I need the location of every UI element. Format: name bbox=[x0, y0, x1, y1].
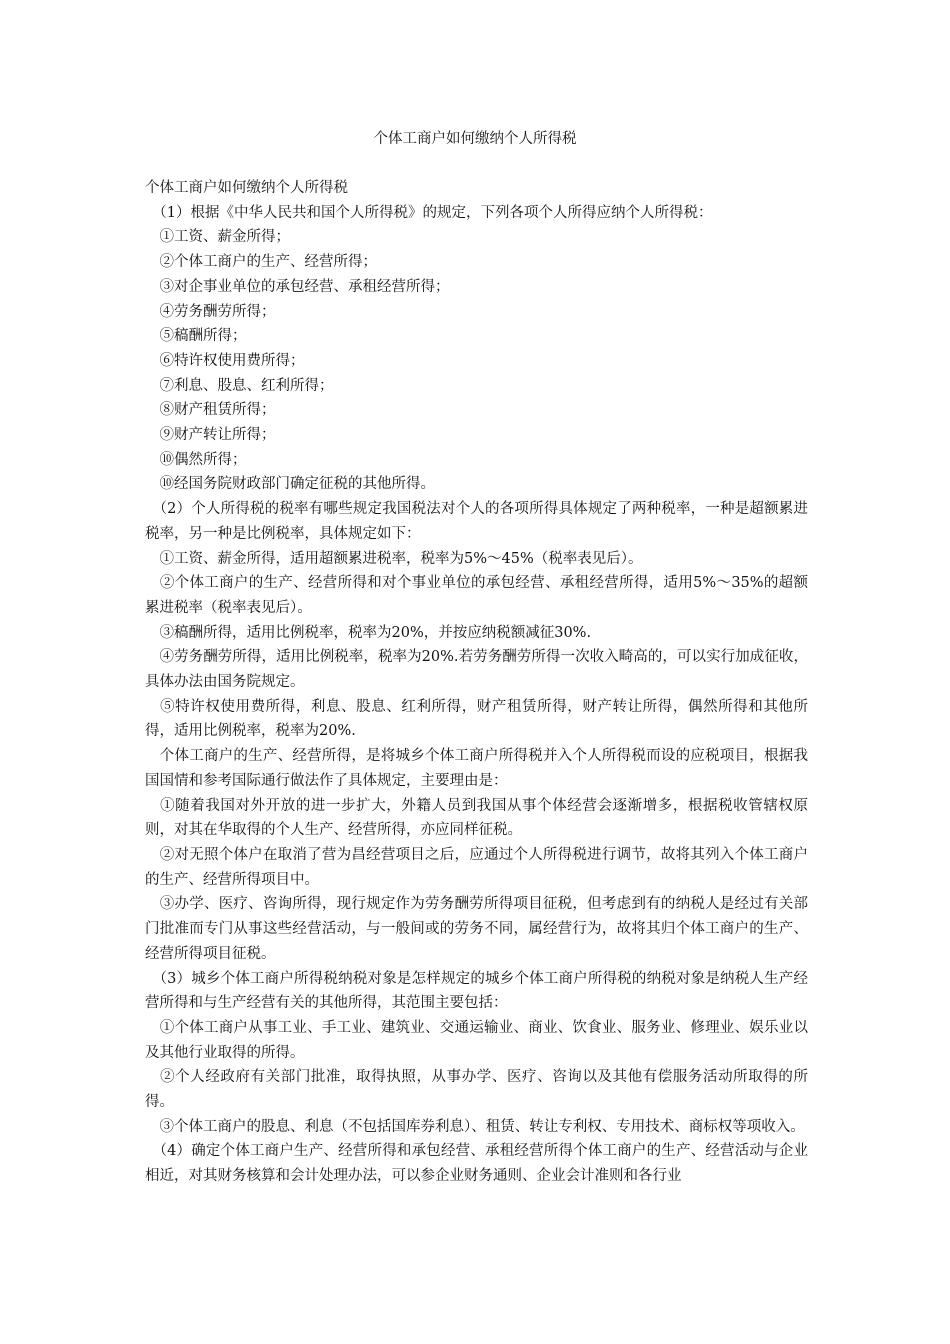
list-item-reason-2: ②对无照个体户在取消了营为昌经营项目之后，应通过个人所得税进行调节，故将其列入个体工商户的生产、经营所得项目中。 bbox=[145, 846, 808, 888]
list-item-scope-1: ①个体工商户从事工业、手工业、建筑业、交通运输业、商业、饮食业、服务业、修理业、娱乐业以及其他行业取得的所得。 bbox=[145, 1019, 808, 1061]
list-item-rate-1: ①工资、薪金所得，适用超额累进税率，税率为5%～45%（税率表见后）。 bbox=[145, 550, 643, 567]
list-item-income-5: ⑤稿酬所得； bbox=[145, 328, 247, 345]
document-title: 个体工商户如何缴纳个人所得税 bbox=[373, 131, 577, 147]
list-item-income-9: ⑨财产转让所得； bbox=[145, 427, 276, 444]
list-item-income-3: ③对企事业单位的承包经营、承租经营所得； bbox=[145, 278, 450, 295]
list-item-rate-4: ④劳务酬劳所得，适用比例税率，税率为20%.若劳务酬劳所得一次收入畸高的，可以实行加成征收，具体办法由国务院规定。 bbox=[145, 649, 808, 691]
document-body bbox=[145, 176, 808, 1189]
list-item-scope-3: ③个体工商户的股息、利息（不包括国库券利息）、租赁、转让专利权、专用技术、商标权等项收入。 bbox=[145, 1118, 805, 1135]
list-item-income-8: ⑧财产租赁所得； bbox=[145, 402, 276, 419]
list-item-income-4: ④劳务酬劳所得； bbox=[145, 303, 276, 320]
paragraph-section-1-intro: （1）根据《中华人民共和国个人所得税》的规定，下列各项个人所得应纳个人所得税： bbox=[145, 204, 713, 221]
list-item-rate-2: ②个体工商户的生产、经营所得和对个事业单位的承包经营、承租经营所得，适用5%～35%的超额累进税率（税率表见后）。 bbox=[145, 575, 808, 616]
list-item-scope-2: ②个人经政府有关部门批准，取得执照，从事办学、医疗、咨询以及其他有偿服务活动所取得的所得。 bbox=[145, 1069, 808, 1111]
list-item-income-6: ⑥特许权使用费所得； bbox=[145, 352, 305, 369]
list-item-rate-3: ③稿酬所得，适用比例税率，税率为20%，并按应纳税额减征30%. bbox=[145, 624, 592, 641]
list-item-income-7: ⑦利息、股息、红利所得； bbox=[145, 377, 334, 394]
list-item-income-10: ⑩偶然所得； bbox=[145, 451, 247, 468]
list-item-income-1: ①工资、薪金所得； bbox=[145, 229, 290, 246]
list-item-income-2: ②个体工商户的生产、经营所得； bbox=[145, 254, 377, 271]
list-item-reason-3: ③办学、医疗、咨询所得，现行规定作为劳务酬劳所得项目征税，但考虑到有的纳税人是经过有关部门批准而专门从事这些经营活动，与一般间或的劳务不同，属经营行为，故将其归个体工商户的生产、经营所得项目征税。 bbox=[145, 896, 808, 962]
list-item-income-11: ⑩经国务院财政部门确定征税的其他所得。 bbox=[145, 476, 435, 493]
paragraph-section-4-intro: （4）确定个体工商户生产、经营所得和承包经营、承租经营所得个体工商户的生产、经营活动与企业相近，对其财务核算和会计处理办法，可以参企业财务通则、企业会计准则和各行业 bbox=[145, 1143, 808, 1185]
paragraph-section-2-intro: （2）个人所得税的税率有哪些规定我国税法对个人的各项所得具体规定了两种税率，一种是超额累进税率，另一种是比例税率，具体规定如下： bbox=[145, 501, 808, 542]
paragraph-business-income: 个体工商户的生产、经营所得，是将城乡个体工商户所得税并入个人所得税而设的应税项目，根据我国国情和参考国际通行做法作了具体规定，主要理由是： bbox=[145, 748, 808, 789]
paragraph-section-3-intro: （3）城乡个体工商户所得税纳税对象是怎样规定的城乡个体工商户所得税的纳税对象是纳税人生产经营所得和与生产经营有关的其他所得，其范围主要包括： bbox=[145, 970, 808, 1012]
list-item-rate-5: ⑤特许权使用费所得，利息、股息、红利所得，财产租赁所得，财产转让所得，偶然所得和其他所得，适用比例税率，税率为20%. bbox=[145, 698, 808, 740]
list-item-reason-1: ①随着我国对外开放的进一步扩大，外籍人员到我国从事个体经营会逐渐增多，根据税收管辖权原则，对其在华取得的个人生产、经营所得，亦应同样征税。 bbox=[145, 797, 808, 839]
paragraph-heading: 个体工商户如何缴纳个人所得税 bbox=[145, 180, 348, 196]
